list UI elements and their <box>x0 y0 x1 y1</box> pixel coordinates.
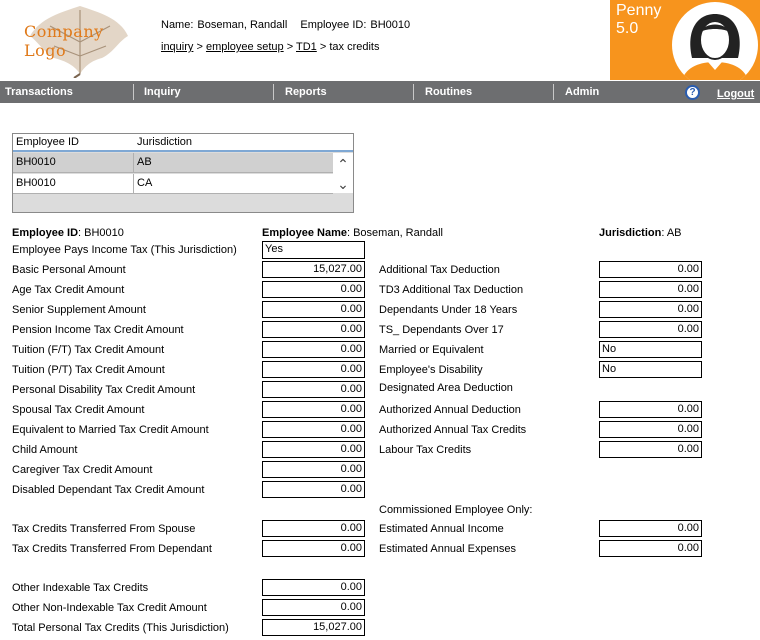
breadcrumb-employee-setup[interactable]: employee setup <box>205 41 284 53</box>
company-logo <box>10 2 150 78</box>
equivalent-married-input[interactable]: 0.00 <box>262 421 365 438</box>
label-designated-area: Designated Area Deduction <box>379 382 513 394</box>
label-pays-income-tax: Employee Pays Income Tax (This Jurisdiction) <box>12 244 237 256</box>
personal-disability-input[interactable]: 0.00 <box>262 381 365 398</box>
summary-jurisdiction: Jurisdiction: AB <box>599 227 682 239</box>
label-tuition-ft: Tuition (F/T) Tax Credit Amount <box>12 344 165 356</box>
label-td3-deduction: TD3 Additional Tax Deduction <box>379 284 524 296</box>
summary-employee-id: Employee ID: BH0010 <box>12 227 124 239</box>
spousal-credit-input[interactable]: 0.00 <box>262 401 365 418</box>
label-child-amount: Child Amount <box>12 444 78 456</box>
logout-link[interactable]: Logout <box>717 88 755 100</box>
nav-divider <box>553 84 554 100</box>
tuition-pt-input[interactable]: 0.00 <box>262 361 365 378</box>
logo-text: Company Logo <box>24 22 104 60</box>
additional-deduction-input[interactable]: 0.00 <box>599 261 702 278</box>
nav-reports[interactable]: Reports <box>285 86 327 98</box>
label-married-equivalent: Married or Equivalent <box>379 344 484 356</box>
label-dependants-under-18: Dependants Under 18 Years <box>379 304 518 316</box>
label-transferred-dependant: Tax Credits Transferred From Dependant <box>12 543 212 555</box>
employee-id-value: BH0010 <box>370 19 411 31</box>
label-transferred-spouse: Tax Credits Transferred From Spouse <box>12 523 196 535</box>
nav-routines[interactable]: Routines <box>425 86 473 98</box>
breadcrumb-sep: > <box>196 41 203 53</box>
employee-info <box>161 19 420 31</box>
td3-deduction-input[interactable]: 0.00 <box>599 281 702 298</box>
label-other-non-indexable: Other Non-Indexable Tax Credit Amount <box>12 602 207 614</box>
avatar <box>672 2 758 80</box>
nav-inquiry[interactable]: Inquiry <box>144 86 181 98</box>
nav-divider <box>133 84 134 100</box>
breadcrumb-sep: > <box>319 41 327 53</box>
penny-version: 5.0 <box>616 20 639 37</box>
label-labour-credits: Labour Tax Credits <box>379 444 472 456</box>
caregiver-credit-input[interactable]: 0.00 <box>262 461 365 478</box>
person-icon <box>672 2 758 80</box>
authorized-deduction-input[interactable]: 0.00 <box>599 401 702 418</box>
label-senior-supplement: Senior Supplement Amount <box>12 304 146 316</box>
married-equivalent-select[interactable]: No <box>599 341 702 358</box>
label-estimated-expenses: Estimated Annual Expenses <box>379 543 516 555</box>
labour-credits-input[interactable]: 0.00 <box>599 441 702 458</box>
authorized-credits-input[interactable]: 0.00 <box>599 421 702 438</box>
label-tuition-pt: Tuition (P/T) Tax Credit Amount <box>12 364 165 376</box>
age-credit-input[interactable]: 0.00 <box>262 281 365 298</box>
grid-header <box>13 134 353 152</box>
scroll-down-icon[interactable]: ⌄ <box>337 176 349 192</box>
employee-disability-select[interactable]: No <box>599 361 702 378</box>
main-nav <box>0 81 760 103</box>
label-disabled-dependant: Disabled Dependant Tax Credit Amount <box>12 484 205 496</box>
label-estimated-income: Estimated Annual Income <box>379 523 504 535</box>
scroll-up-icon[interactable]: ⌃ <box>337 156 349 172</box>
breadcrumb-current: tax credits <box>329 41 380 53</box>
label-spousal-credit: Spousal Tax Credit Amount <box>12 404 145 416</box>
table-row[interactable] <box>13 153 333 173</box>
label-age-credit: Age Tax Credit Amount <box>12 284 125 296</box>
breadcrumb <box>161 41 379 53</box>
basic-personal-input[interactable]: 15,027.00 <box>262 261 365 278</box>
employee-id-label: Employee ID: <box>300 19 367 31</box>
nav-divider <box>413 84 414 100</box>
breadcrumb-td1[interactable]: TD1 <box>296 41 317 53</box>
dependants-over-17-input[interactable]: 0.00 <box>599 321 702 338</box>
nav-divider <box>273 84 274 100</box>
dependants-under-18-input[interactable]: 0.00 <box>599 301 702 318</box>
cell-jurisdiction: CA <box>133 174 152 194</box>
app-header <box>0 0 760 80</box>
pays-income-tax-select[interactable]: Yes <box>262 241 365 259</box>
column-header-employee-id[interactable]: Employee ID <box>16 136 79 148</box>
name-value: Boseman, Randall <box>197 19 288 31</box>
grid-scrollbar[interactable] <box>333 153 353 193</box>
tuition-ft-input[interactable]: 0.00 <box>262 341 365 358</box>
jurisdiction-grid <box>12 133 354 213</box>
total-personal-input[interactable]: 15,027.00 <box>262 619 365 636</box>
penny-badge <box>610 0 760 80</box>
commissioned-heading: Commissioned Employee Only: <box>379 504 533 516</box>
label-pension-credit: Pension Income Tax Credit Amount <box>12 324 184 336</box>
label-dependants-over-17: TS_ Dependants Over 17 <box>379 324 504 336</box>
label-additional-deduction: Additional Tax Deduction <box>379 264 500 276</box>
label-other-indexable: Other Indexable Tax Credits <box>12 582 149 594</box>
label-authorized-credits: Authorized Annual Tax Credits <box>379 424 527 436</box>
breadcrumb-inquiry[interactable]: inquiry <box>161 41 194 53</box>
cell-employee-id: BH0010 <box>16 177 56 189</box>
disabled-dependant-input[interactable]: 0.00 <box>262 481 365 498</box>
summary-employee-name: Employee Name: Boseman, Randall <box>262 227 443 239</box>
estimated-income-input[interactable]: 0.00 <box>599 520 702 537</box>
nav-transactions[interactable]: Transactions <box>5 86 73 98</box>
child-amount-input[interactable]: 0.00 <box>262 441 365 458</box>
other-non-indexable-input[interactable]: 0.00 <box>262 599 365 616</box>
column-header-jurisdiction[interactable]: Jurisdiction <box>137 136 193 148</box>
transferred-spouse-input[interactable]: 0.00 <box>262 520 365 537</box>
label-basic-personal: Basic Personal Amount <box>12 264 126 276</box>
penny-name: Penny <box>616 2 662 19</box>
help-icon[interactable]: ? <box>685 85 700 100</box>
label-authorized-deduction: Authorized Annual Deduction <box>379 404 521 416</box>
label-caregiver-credit: Caregiver Tax Credit Amount <box>12 464 153 476</box>
label-employee-disability: Employee's Disability <box>379 364 483 376</box>
label-total-personal: Total Personal Tax Credits (This Jurisdiction) <box>12 622 229 634</box>
pension-credit-input[interactable]: 0.00 <box>262 321 365 338</box>
name-label: Name: <box>161 19 194 31</box>
cell-employee-id: BH0010 <box>16 156 56 168</box>
nav-admin[interactable]: Admin <box>565 86 600 98</box>
cell-jurisdiction: AB <box>133 153 152 173</box>
breadcrumb-sep: > <box>286 41 294 53</box>
table-row[interactable] <box>13 174 333 194</box>
label-personal-disability: Personal Disability Tax Credit Amount <box>12 384 196 396</box>
transferred-dependant-input[interactable]: 0.00 <box>262 540 365 557</box>
other-indexable-input[interactable]: 0.00 <box>262 579 365 596</box>
label-equivalent-married: Equivalent to Married Tax Credit Amount <box>12 424 209 436</box>
estimated-expenses-input[interactable]: 0.00 <box>599 540 702 557</box>
senior-supplement-input[interactable]: 0.00 <box>262 301 365 318</box>
